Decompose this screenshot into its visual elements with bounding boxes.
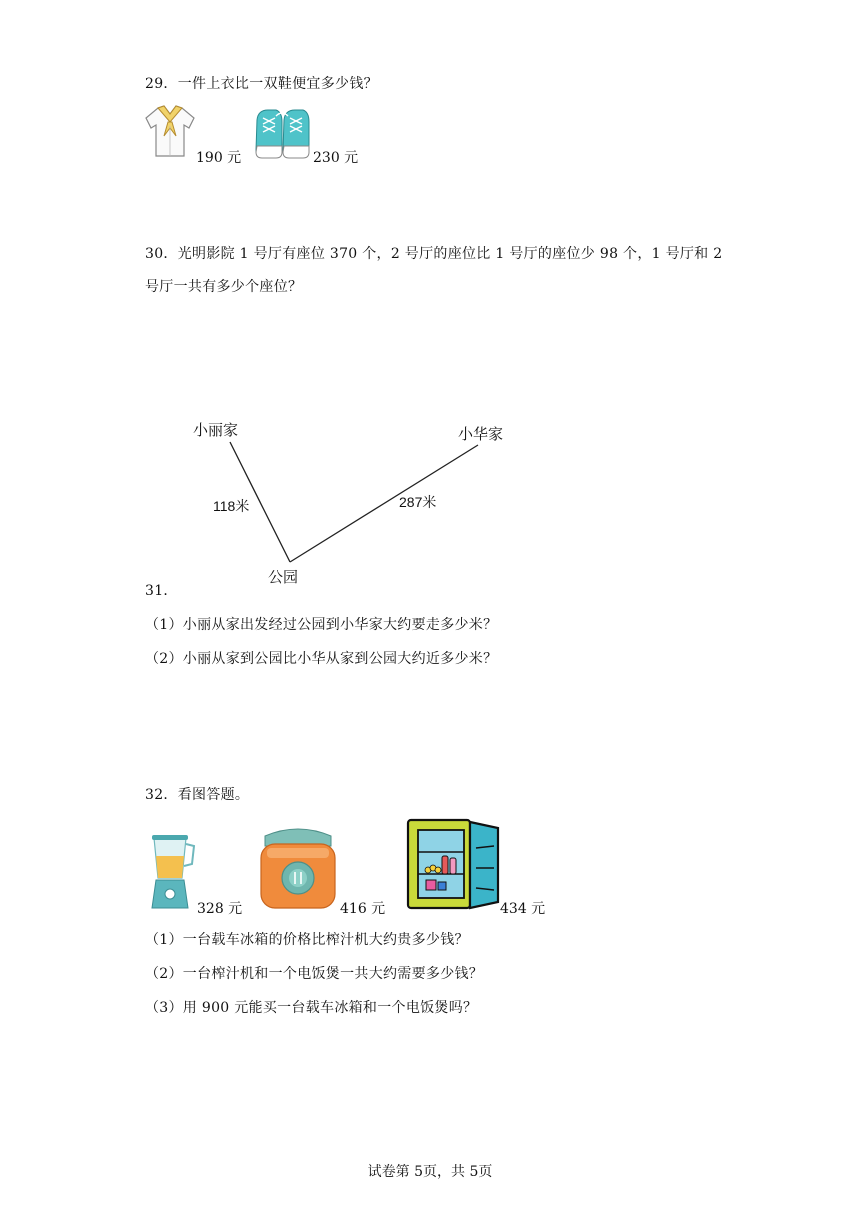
distance-xiaoli-park: 118米 [213,498,250,514]
question-32-sub2: （2）一台榨汁机和一个电饭煲一共大约需要多少钱？ [145,966,484,982]
rice-cooker-price: 416 元 [340,901,386,917]
juicer-icon [146,834,198,912]
park-label: 公园 [268,568,299,586]
question-30-line2: 号厅一共有多少个座位？ [145,279,303,295]
rice-cooker-icon [257,826,339,912]
car-fridge-price: 434 元 [500,901,546,917]
question-32-sub1: （1）一台载车冰箱的价格比榨汁机大约贵多少钱？ [145,932,469,948]
sneakers-price: 230 元 [313,150,359,166]
shirt-price: 190 元 [196,150,242,166]
question-30-line1: 30．光明影院 1 号厅有座位 370 个，2 号厅的座位比 1 号厅的座位少 98 个，1 号厅和 2 [145,246,723,262]
distance-xiaohua-park: 287米 [399,494,437,510]
question-32-text: 32．看图答题。 [145,787,250,803]
question-29-text: 29．一件上衣比一双鞋便宜多少钱？ [145,76,378,92]
car-fridge-icon [406,818,502,912]
question-31-sub1: （1）小丽从家出发经过公园到小华家大约要走多少米？ [145,617,498,633]
question-31-sub2: （2）小丽从家到公园比小华从家到公园大约近多少米？ [145,651,498,667]
question-31-number: 31． [145,583,178,599]
xiaohua-home-label: 小华家 [458,425,504,443]
page-footer: 试卷第 5页，共 5页 [367,1164,493,1180]
question-32-sub3: （3）用 900 元能买一台载车冰箱和一个电饭煲吗？ [145,1000,478,1016]
juicer-price: 328 元 [197,901,243,917]
xiaoli-home-label: 小丽家 [193,421,239,439]
